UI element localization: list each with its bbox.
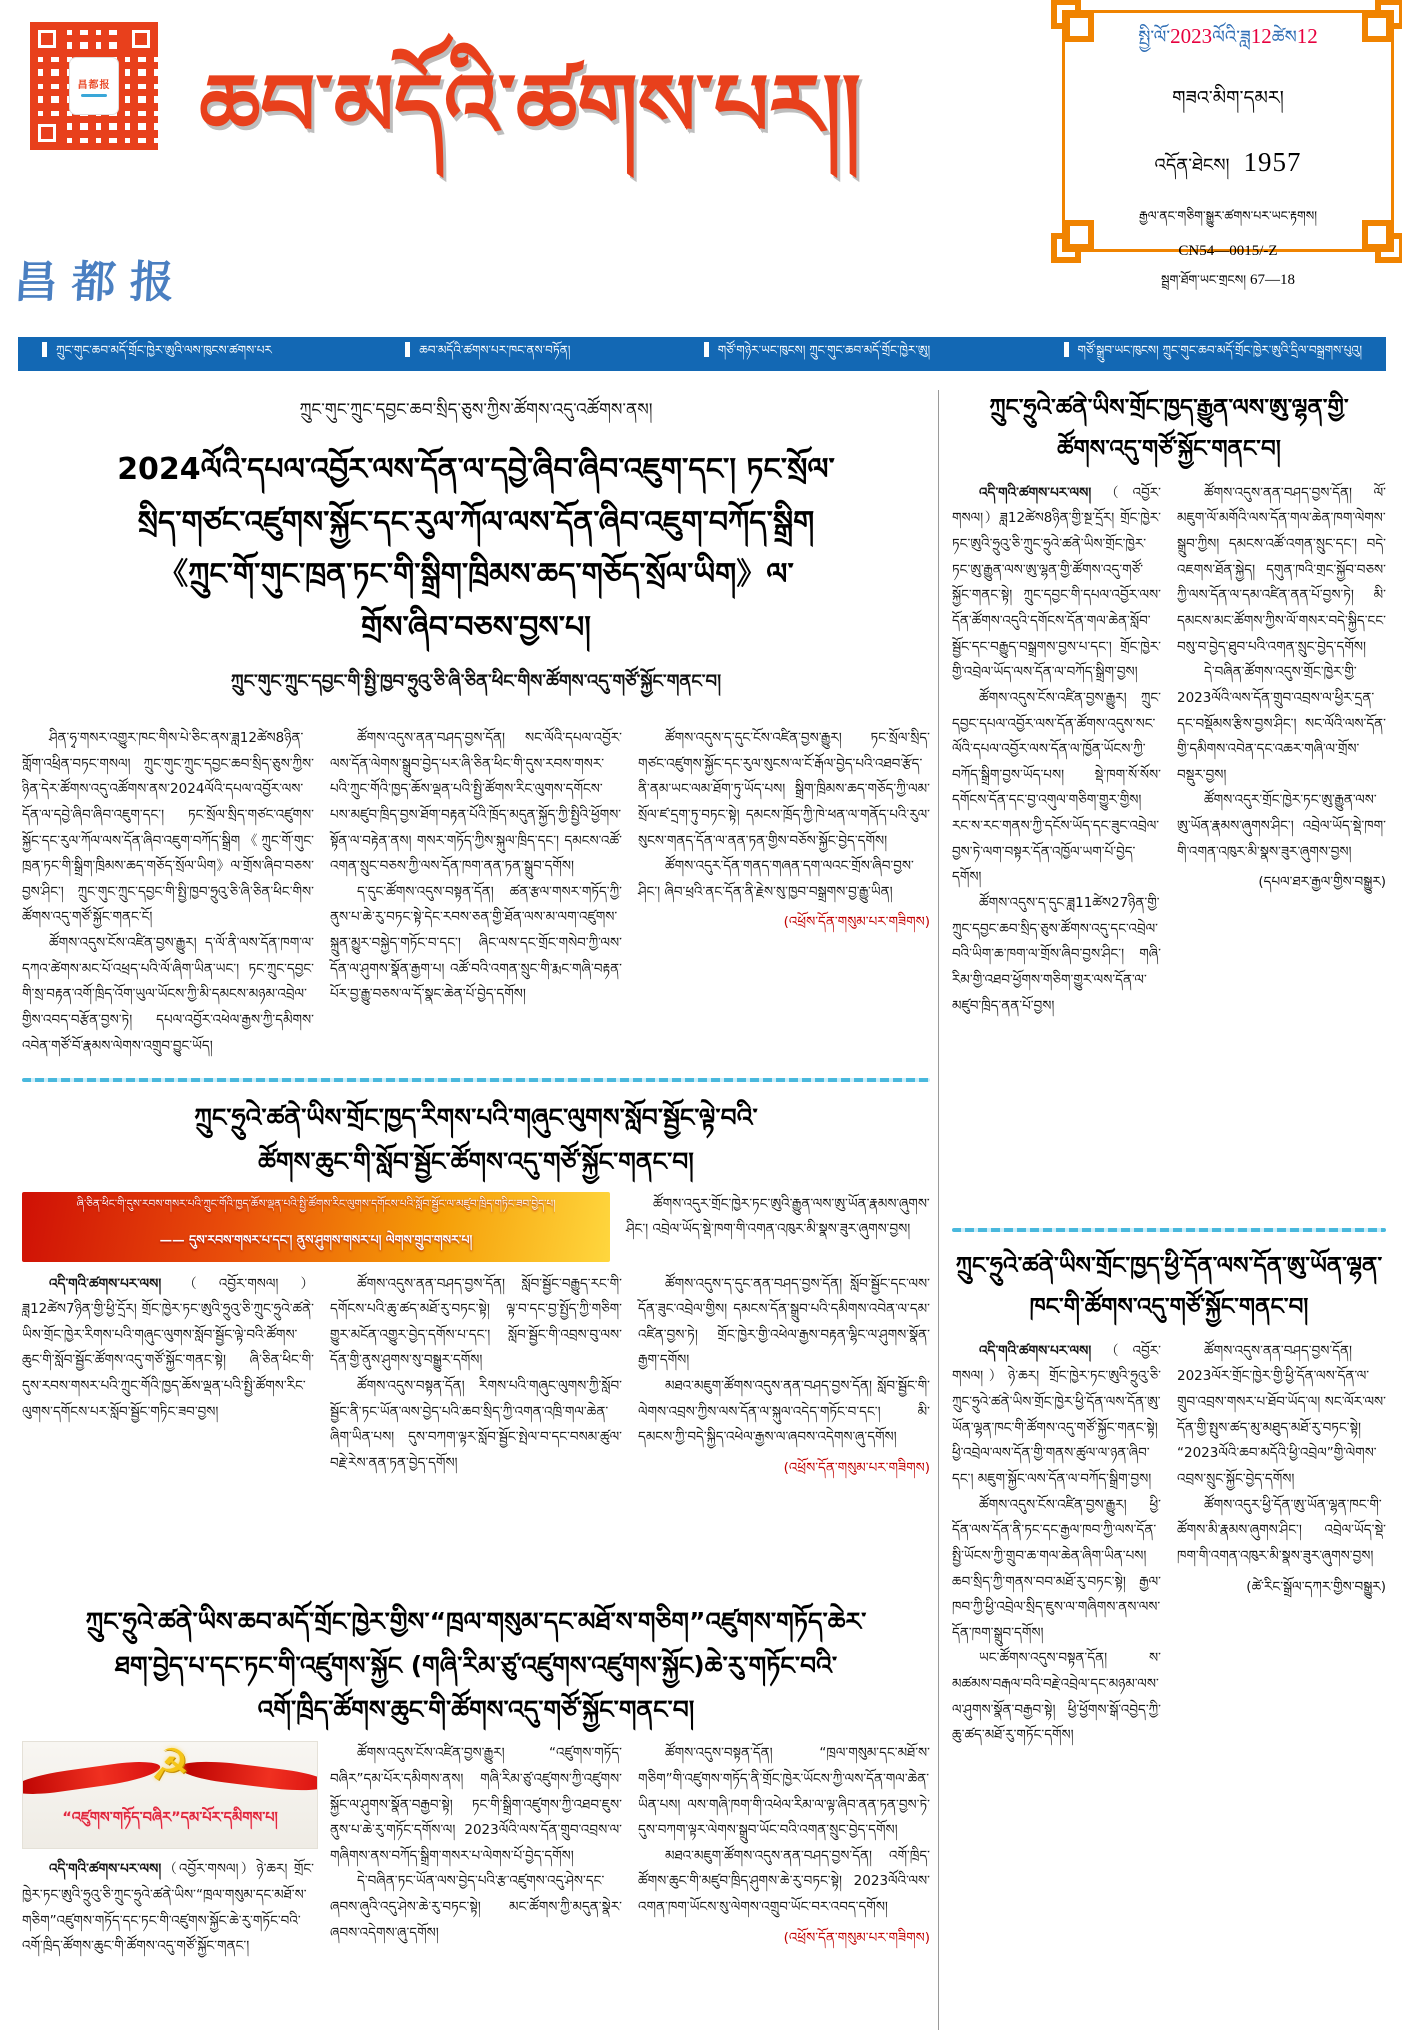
red-ribbon-icon — [22, 1758, 162, 1799]
imprint-bar-item: གཙོ་གཉེར་ཡང་ཁུངས། ཀྲུང་གུང་ཆབ་མདོ་གྲོང་ཁྱེར་ཨུ། — [704, 337, 931, 371]
headline-line: 《ཀྲུང་གོ་གུང་ཁྲན་ཏང་གི་སྒྲིག་ཁྲིམས་ཆད་གཅོད་སྲོལ་ཡིག》ལ་ — [158, 557, 794, 592]
paragraph: ཚོགས་འདུར་གྲོང་ཁྱེར་ཏང་ཨུའི་རྒྱུན་ལས་ཨུ་ཡོན་རྣམས་ཞུགས་ཤིང་། འབྲེལ་ཡོད་སྡེ་ཁག་གི་འགན་འཁུར་མི་སྣས་ཟུར་ཞུགས་བྱས། — [626, 1195, 930, 1238]
paragraph: འདི་གའི་ཚགས་པར་ལས།（འབྱོར་གསལ།）ཟླ12ཚེས7ཉིན་གྱི་ཕྱི་དྲོར། གྲོང་ཁྱེར་ཏང་ཨུའི་ཧྲུའུ་ཅི་ཀྲུང་ཧྲུའེ་ཚནེ་ཡིས་གྲོང་ཁྱེར་རིགས་པའི་གཞུང་ལུགས་སློབ་སྦྱོང་ལྟེ་བའི་ཚོགས་ཆུང་གི་སློབ་སྦྱོང་ཚོགས་འདུ་གཙོ་སྐྱོང་གནང་སྟེ། ཞི་ཅིན་ཕིང་གི་དུས་རབས་གསར་པའི་ཀྲུང་གོའི་ཁྱད་ཆོས་ལྡན་པའི་སྤྱི་ཚོགས་རིང་ལུགས་དགོངས་པར་སློབ་སྦྱོང་གཏིང་ཟབ་བྱས། — [22, 1275, 314, 1420]
body-column-3 — [638, 726, 930, 1059]
gregorian-date: སྤྱི་ལོ་2023ལོའི་ཟླ12ཚེས12 — [1138, 23, 1318, 48]
wavy-divider — [22, 1078, 930, 1082]
column-divider — [938, 390, 939, 2030]
banner-slogan-subline: —— དུས་རབས་གསར་པ་དང་། ནུས་ཤུགས་གསར་པ། ལེགས་གྲུབ་གསར་པ། — [159, 1231, 473, 1247]
body-column-3 — [638, 1272, 930, 1491]
postal-number: སྦྲག་ཐོག་ཡང་གྲངས། 67—18 — [1161, 271, 1295, 288]
knot-corner-icon — [1051, 0, 1093, 41]
tibetan-calendar-date — [1140, 0, 1316, 12]
article-headline — [952, 1246, 1386, 1329]
study-banner-image — [22, 1192, 610, 1262]
paragraph: ཚོགས་འདུས་བསྟན་དོན། རིགས་པའི་གཞུང་ལུགས་ཀྱི་སློབ་སྦྱོང་ནི་ཏང་ཡོན་ལས་བྱེད་པའི་ཆབ་སྲིད་ཀྱི་འགན་འཁྲི་གལ་ཆེན་ཞིག་ཡིན་པས། དུས་བཀག་ལྟར་སློབ་སྦྱོང་སྤེལ་བ་དང་བསམ་ཚུལ་བརྗེ་རེས་ནན་ཏན་བྱེད་དགོས། — [330, 1378, 622, 1471]
paragraph: ཚོགས་འདུས་ངོས་འཛིན་བྱས་རྒྱུར། ཕྱི་དོན་ལས་དོན་ནི་ཏང་དང་རྒྱལ་ཁབ་ཀྱི་ལས་དོན་སྤྱི་ཡོངས་ཀྱི་གྲུབ་ཆ་གལ་ཆེན་ཞིག་ཡིན་པས། ཆབ་སྲིད་ཀྱི་གནས་བབ་མཐོ་རུ་བཏང་སྟེ། རྒྱལ་ཁབ་ཀྱི་ཕྱི་འབྲེལ་སྲིད་ཇུས་ལ་གཞིགས་ནས་ལས་དོན་ཁག་སྒྲུབ་དགོས། — [952, 1496, 1161, 1641]
headline-line: ཀྲུང་ཧྲུའེ་ཚནེ་ཡིས་ཆབ་མདོ་གྲོང་ཁྱེར་གྱིས་“ཁྲལ་གསུམ་དང་མཐོ་ས་གཅིག”འཛུགས་གཏོད་ཆེར་ — [85, 1607, 867, 1636]
paragraph: ཚོགས་འདུས་ནན་བཤད་བྱས་དོན། སློབ་སྦྱོང་བརྒྱུད་རང་གི་དགོངས་པའི་ཆུ་ཚད་མཐོ་རུ་བཏང་སྟེ། ལྟ་བ་དང་བྱ་སྤྱོད་ཀྱི་གཅིག་གྱུར་མངོན་འགྱུར་བྱེད་དགོས་པ་དང་། སློབ་སྦྱོང་གི་འབྲས་བུ་ལས་དོན་གྱི་ནུས་ཤུགས་སུ་བསྒྱུར་དགོས། — [330, 1275, 622, 1369]
party-banner-image — [22, 1741, 318, 1849]
paragraph: ཚོགས་འདུས་ནན་བཤད་བྱས་དོན། ལོ་མཇུག་ལོ་མགོའི་ལས་དོན་གལ་ཆེན་ཁག་ལེགས་སྒྲུབ་ཀྱིས། དམངས་འཚོ་འགན་སྲུང་དང་། བདེ་འཇགས་ཐོན་སྐྱེད། དགུན་ཁའི་གྲང་སྐྱོབ་བཅས་ཀྱི་ལས་དོན་ལ་དམ་འཛིན་ནན་པོ་བྱས་ཏེ། མི་དམངས་མང་ཚོགས་ཀྱིས་ལོ་གསར་བདེ་སྐྱིད་ངང་བསུ་བ་བྱེད་ཐུབ་པའི་འགན་སྲུང་བྱེད་དགོས། — [1177, 484, 1386, 655]
paragraph: མཐའ་མཇུག་ཚོགས་འདུས་ནན་བཤད་བྱས་དོན། འགོ་ཁྲིད་ཚོགས་ཆུང་གི་མཛུབ་ཁྲིད་ཤུགས་ཆེ་རུ་བཏང་སྟེ། 2023ལོའི་ལས་འགན་ཁག་ཡོངས་སུ་ལེགས་འགྲུབ་ཡོང་བར་འབད་དགོས། — [638, 1847, 930, 1916]
translator-byline: (དཔལ་ཐར་རྒྱལ་གྱིས་བསྒྱུར) — [1258, 874, 1386, 891]
imprint-bar — [18, 337, 1386, 371]
body-column-2 — [330, 726, 622, 1059]
publication-info-box — [1062, 10, 1394, 288]
article-kicker: ཀྲུང་གུང་ཀྲུང་དབྱང་ཆབ་སྲིད་ཅུས་ཀྱིས་ཚོགས་འདུ་འཚོགས་ནས། — [299, 400, 653, 420]
article-banner-row — [22, 1192, 930, 1262]
hammer-sickle-icon: ☭ — [150, 1741, 190, 1792]
article-body — [952, 481, 1386, 1019]
paragraph: ཚོགས་འདུས་ད་དུང་ངོས་འཛིན་བྱས་རྒྱུར། ཏང་སྲོལ་སྲིད་གཙང་འཛུགས་སྐྱོང་དང་རུལ་སུངས་ལ་ངོ་རྒོལ་བྱེད་པའི་འཐབ་རྩོད་ནི་ནམ་ཡང་ལམ་ཐོག་ཏུ་ཡོད་པས། སྒྲིག་ཁྲིམས་ཆད་གཅོད་ཀྱི་ལམ་སྲོལ་ཛ་དྲག་ཏུ་བཏང་སྟེ། དམངས་ཁྲོད་ཀྱི་ཁེ་ཕན་ལ་གནོད་པའི་རུལ་སུངས་གནད་དོན་ལ་ནན་ཏན་གྱིས་བཅོས་སྐྱོང་བྱེད་དགོས། — [638, 730, 930, 849]
continued-note: (འཕྲོས་དོན་གསུམ་པར་གཟིགས) — [783, 1459, 930, 1476]
paragraph: འདི་གའི་ཚགས་པར་ལས།（འབྱོར་གསལ།）ཉེ་ཆར། གྲོང་ཁྱེར་ཏང་ཨུའི་ཧྲུའུ་ཅི་ཀྲུང་ཧྲུའེ་ཚནེ་ཡིས་གྲོང་ཁྱེར་ཕྱི་དོན་ལས་དོན་ཨུ་ཡོན་ལྷན་ཁང་གི་ཚོགས་འདུ་གཙོ་སྐྱོང་གནང་སྟེ། ཕྱི་འབྲེལ་ལས་དོན་གྱི་གནས་ཚུལ་ལ་ཉན་ཞིབ་དང་། མཇུག་སྐྱོང་ལས་དོན་ལ་བཀོད་སྒྲིག་བྱས། — [952, 1342, 1161, 1487]
body-column-1 — [22, 726, 314, 1059]
paragraph: ཚོགས་འདུར་དོན་གནད་གཞན་དག་ལའང་གྲོས་ཞིབ་བྱས་ཤིང་། ཞིབ་ཕྲའི་ནང་དོན་ནི་རྗེས་སུ་ཁྱབ་བསྒྲགས་བྱ་རྒྱུ་ཡིན། — [638, 858, 914, 900]
continued-note: (འཕྲོས་དོན་གསུམ་པར་གཟིགས) — [783, 1929, 930, 1946]
wavy-divider — [952, 1228, 1386, 1232]
article-politburo-meeting — [22, 388, 930, 1072]
body-column-1 — [22, 1741, 314, 1960]
paragraph: ཚོགས་འདུས་བསྟན་དོན། “ཁྲལ་གསུམ་དང་མཐོ་ས་གཅིག”གི་འཛུགས་གཏོད་ནི་གྲོང་ཁྱེར་ཡོངས་ཀྱི་ལས་དོན་གལ་ཆེན་ཡིན་པས། ལས་གཞི་ཁག་གི་འཕེལ་རིམ་ལ་ལྟ་ཞིབ་ནན་ཏན་བྱས་ཏེ་དུས་བཀག་ལྟར་ལེགས་སྒྲུབ་ཡོང་བའི་འགན་སྲུང་བྱེད་དགོས། — [638, 1745, 930, 1839]
headline-line: ཁང་གི་ཚོགས་འདུ་གཙོ་སྐྱོང་གནང་བ། — [1029, 1294, 1309, 1321]
qr-finder-icon — [30, 22, 64, 56]
paragraph: ཚོགས་འདུས་ནན་བཤད་བྱས་དོན། སང་ལོའི་དཔལ་འབྱོར་ལས་དོན་ལེགས་སྒྲུབ་བྱེད་པར་ཞི་ཅིན་ཕིང་གི་དུས་རབས་གསར་པའི་ཀྲུང་གོའི་ཁྱད་ཆོས་ལྡན་པའི་སྤྱི་ཚོགས་རིང་ལུགས་དགོངས་པས་མཛུབ་ཁྲིད་བྱས་ཐོག་བརྟན་པོའི་ཁྲོད་མདུན་སྐྱོད་ཀྱི་སྤྱིའི་ཕྱོགས་སྟོན་ལ་བརྟེན་ནས། གསར་གཏོད་ཀྱིས་སྐུལ་ཁྲིད་དང་། དམངས་འཚོ་འགན་སྲུང་བཅས་ཀྱི་ལས་དོན་ཁག་ནན་ཏན་སྒྲུབ་དགོས། — [330, 730, 622, 875]
body-column-2 — [330, 1272, 622, 1491]
qr-finder-icon — [124, 22, 158, 56]
headline-line: 2024ལོའི་དཔལ་འབྱོར་ལས་དོན་ལ་དབྱེ་ཞིབ་ཞིབ་འཇུག་དང་། ཏང་སྲོལ་ — [117, 452, 835, 487]
article-body — [22, 1272, 930, 1491]
chinese-title: 昌都报 — [12, 258, 190, 307]
banner-side-column — [626, 1192, 930, 1243]
body-column-1 — [22, 1272, 314, 1491]
imprint-bar-item: ཆབ་མདོའི་ཚགས་པར་ཁང་ནས་བཏོན། — [405, 337, 570, 371]
paragraph: ཚོགས་འདུས་ངོས་འཛིན་བྱས་རྒྱུར། “འཛུགས་གཏོད་བཞིར”དམ་པོར་དམིགས་ནས། གཞི་རིམ་ཙུ་འཛུགས་ཀྱི་འཛུགས་སྐྱོང་ལ་ཤུགས་སྣོན་བརྒྱབ་སྟེ། ཏང་གི་སྒྲིག་འཛུགས་ཀྱི་འཐབ་ཇུས་ནུས་པ་ཆེ་རུ་གཏོང་དགོས་ལ། 2023ལོའི་ལས་དོན་གྲུབ་འབྲས་ལ་གཞིགས་ནས་བཀོད་སྒྲིག་གསར་པ་ལེགས་པོ་བྱེད་དགོས། — [330, 1745, 622, 1864]
article-headline — [22, 1096, 930, 1184]
qr-center-logo — [69, 57, 119, 115]
knot-corner-icon — [1051, 221, 1093, 263]
left-column-zone — [22, 388, 930, 2036]
banner-slogan-line: ཞི་ཅིན་ཕིང་གི་དུས་རབས་གསར་པའི་ཀྲུང་གོའི་ཁྱད་ཆོས་ལྡན་པའི་སྤྱི་ཚོགས་རིང་ལུགས་དགོངས་པའི་སློབ་སྦྱོང་ལ་མཛུབ་ཁྲིད་གཏིང་ཟབ་བྱེད་པ། — [76, 1197, 556, 1210]
headline-line: ཚོགས་འདུ་གཙོ་སྐྱོང་གནང་བ། — [1057, 436, 1281, 463]
article-headline — [22, 444, 930, 654]
paragraph-list — [638, 1741, 930, 1920]
article-headline — [952, 388, 1386, 471]
paragraph-list — [638, 726, 930, 905]
article-headline — [22, 1600, 930, 1731]
body-column-2 — [1177, 481, 1386, 1019]
body-column-2 — [330, 1741, 622, 1960]
headline-line: ཀྲུང་ཧྲུའེ་ཚནེ་ཡིས་གྲོང་ཁྱད་ཕྱི་དོན་ལས་དོན་ཨུ་ཡོན་ལྷན་ — [955, 1253, 1383, 1279]
article-standing-committee-meeting — [952, 388, 1386, 1222]
paragraph: ཤིན་ཧྭ་གསར་འགྱུར་ཁང་གིས་པེ་ཅིང་ནས་ཟླ12ཚེས8ཉིན་གློག་འཕྲིན་བཏང་གསལ། ཀྲུང་གུང་ཀྲུང་དབྱང་ཆབ་སྲིད་ཅུས་ཀྱིས་ཉིན་དེར་ཚོགས་འདུ་འཚོགས་ནས་2024ལོའི་དཔལ་འབྱོར་ལས་དོན་ལ་དབྱེ་ཞིབ་ཞིབ་འཇུག་དང་། ཏང་སྲོལ་སྲིད་གཙང་འཛུགས་སྐྱོང་དང་རུལ་ཀོལ་ལས་དོན་ཞིབ་འཇུག་བཀོད་སྒྲིག《ཀྲུང་གོ་གུང་ཁྲན་ཏང་གི་སྒྲིག་ཁྲིམས་ཆད་གཅོད་སྲོལ་ཡིག》ལ་གྲོས་ཞིབ་བཅས་བྱས་ཤིང་། ཀྲུང་གུང་ཀྲུང་དབྱང་གི་སྤྱི་ཁྱབ་ཧྲུའུ་ཅི་ཞི་ཅིན་ཕིང་གིས་ཚོགས་འདུ་གཙོ་སྐྱོང་གནང་ངོ། — [22, 730, 314, 926]
paragraph-list — [638, 1272, 930, 1451]
paragraph-list — [1177, 1339, 1386, 1570]
headline-line: ཀྲུང་ཧྲུའེ་ཚནེ་ཡིས་གྲོང་ཁྱད་རྒྱུན་ལས་ཨུ་ལྷན་གྱི་ — [989, 395, 1349, 421]
paragraph: འདི་གའི་ཚགས་པར་ལས།（འབྱོར་གསལ།）ཉེ་ཆར། གྲོང་ཁྱེར་ཏང་ཨུའི་ཧྲུའུ་ཅི་ཀྲུང་ཧྲུའེ་ཚནེ་ཡིས་“ཁྲལ་གསུམ་དང་མཐོ་ས་གཅིག”འཛུགས་གཏོད་དང་ཏང་གི་འཛུགས་སྐྱོང་ཆེ་རུ་གཏོང་བའི་འགོ་ཁྲིད་ཚོགས་ཆུང་གི་ཚོགས་འདུ་གཙོ་སྐྱོང་གནང་། — [22, 1861, 314, 1955]
paragraph: དེ་བཞིན་ཏང་ཡོན་ལས་བྱེད་པའི་རྩ་འཛུགས་འདུ་ཤེས་དང་ཞབས་ཞུའི་འདུ་ཤེས་ཆེ་རུ་བཏང་སྟེ། མང་ཚོགས་ཀྱི་མདུན་སྣེར་ཞབས་འདེགས་ཞུ་དགོས། — [330, 1873, 622, 1941]
article-body — [22, 726, 930, 1059]
translator-byline: (ཚེ་རིང་སྒྲོལ་དཀར་གྱིས་བསྒྱུར) — [1246, 1578, 1386, 1595]
knot-corner-icon — [1363, 221, 1402, 263]
imprint-bar-item: ཀྲུང་གུང་ཆབ་མདོ་གྲོང་ཁྱེར་ཨུའི་ལས་ཁུངས་ཚགས་པར — [42, 337, 272, 371]
headline-line: སྲིད་གཙང་འཛུགས་སྐྱོང་དང་རུལ་ཀོལ་ལས་དོན་ཞིབ་འཇུག་བཀོད་སྒྲིག — [137, 504, 815, 540]
issue-number: འདོན་ཐེངས། 1957 — [1154, 146, 1302, 177]
paragraph: ཚོགས་འདུས་ངོས་འཛིན་བྱས་རྒྱུར། ཀྲུང་དབྱང་དཔལ་འབྱོར་ལས་དོན་ཚོགས་འདུས་སང་ལོའི་དཔལ་འབྱོར་ལས་དོན་ལ་ཁྱོན་ཡོངས་ཀྱི་བཀོད་སྒྲིག་བྱས་ཡོད་པས། སྡེ་ཁག་སོ་སོས་དགོངས་དོན་དང་བྱ་འགུལ་གཅིག་གྱུར་གྱིས། རང་ས་རང་གནས་ཀྱི་དངོས་ཡོད་དང་ཟུང་འབྲེལ་བྱས་ཏེ་ལག་བསྟར་དོན་འཁྱོལ་ཡག་པོ་བྱེད་དགོས། — [952, 689, 1161, 886]
continued-note: (འཕྲོས་དོན་གསུམ་པར་གཟིགས) — [783, 914, 930, 931]
headline-line: ཐག་བྱེད་པ་དང་ཏང་གི་འཛུགས་སྐྱོང (གཞི་རིམ་ཙུ་འཛུགས་འཛུགས་སྐྱོང)ཆེ་རུ་གཏོང་བའི་ — [114, 1650, 838, 1680]
body-column-1 — [952, 481, 1161, 1019]
article-leading-group-meeting — [22, 1600, 930, 2036]
paragraph: ཚོགས་འདུར་ཕྱི་དོན་ཨུ་ཡོན་ལྷན་ཁང་གི་ཚོགས་མི་རྣམས་ཞུགས་ཤིང་། འབྲེལ་ཡོད་སྡེ་ཁག་གི་འགན་འཁུར་མི་སྣས་ཟུར་ཞུགས་བྱས། — [1177, 1496, 1386, 1564]
paragraph-list — [1177, 481, 1386, 866]
headline-line: ཀྲུང་ཧྲུའེ་ཚནེ་ཡིས་གྲོང་ཁྱད་རིགས་པའི་གཞུང་ལུགས་སློབ་སྦྱོང་ལྟེ་བའི་ — [194, 1103, 758, 1132]
registration-number: CN54—0015/-Z — [1178, 242, 1278, 259]
imprint-bar-item: གཙོ་སྒྲུབ་ཡང་ཁུངས། ཀྲུང་གུང་ཆབ་མདོ་གྲོང་ཁྱེར་ཨུའི་དྲིལ་བསྒྲགས་པུའུ། — [1064, 337, 1362, 371]
body-column-2 — [1177, 1339, 1386, 1749]
registration-label: རྒྱལ་ནང་གཅིག་སྒྱུར་ཚགས་པར་ཡང་རྟགས། — [1138, 207, 1318, 223]
paragraph-list — [22, 1857, 314, 1960]
red-ribbon-icon — [178, 1757, 318, 1795]
paragraph: མཐའ་མཇུག་ཚོགས་འདུས་ནན་བཤད་བྱས་དོན། སློབ་སྦྱོང་གི་ལེགས་འབྲས་ཀྱིས་ལས་དོན་ལ་སྐུལ་འདེད་གཏོང་བ་དང་། མི་དམངས་ཀྱི་བདེ་སྐྱིད་འཕེལ་རྒྱས་ལ་ཞབས་འདེགས་ཞུ་དགོས། — [638, 1378, 930, 1446]
masthead-tibetan-title: ཆབ་མདོའི་ཚགས་པར།། — [199, 56, 861, 156]
banner-caption: “འཛུགས་གཏོད་བཞིར”དམ་པོར་དམིགས་པ། — [62, 1810, 278, 1827]
paragraph: ཚོགས་འདུས་ནན་བཤད་བྱས་དོན། 2023ལོར་གྲོང་ཁྱེར་གྱི་ཕྱི་དོན་ལས་དོན་ལ་གྲུབ་འབྲས་གསར་པ་ཐོབ་ཡོད་ལ། སང་ལོར་ལས་དོན་གྱི་སྤུས་ཚད་མུ་མཐུད་མཐོ་རུ་བཏང་སྟེ། “2023ལོའི་ཆབ་མདོའི་ཕྱི་འབྲེལ”གྱི་ལེགས་འབྲས་སྲུང་སྐྱོང་བྱེད་དགོས། — [1177, 1342, 1386, 1487]
qr-code — [28, 20, 160, 152]
paragraph: ཚོགས་འདུས་ངོས་འཛིན་བྱས་རྒྱུར། ད་ལོ་ནི་ལས་དོན་ཁག་ལ་དཀའ་ཚེགས་མང་པོ་འཕྲད་པའི་ལོ་ཞིག་ཡིན་ཡང་། ཏང་ཀྲུང་དབྱང་གི་སྲ་བརྟན་འགོ་ཁྲིད་འོག་ཡུལ་ཡོངས་ཀྱི་མི་དམངས་མཉམ་འབྲེལ་གྱིས་འབད་བརྩོན་བྱས་ཏེ། དཔལ་འབྱོར་འཕེལ་རྒྱས་ཀྱི་དམིགས་འབེན་གཙོ་བོ་རྣམས་ལེགས་འགྲུབ་བྱུང་ཡོད། — [22, 935, 314, 1054]
right-column-zone — [952, 388, 1386, 2036]
qr-finder-icon — [30, 116, 64, 150]
article-foreign-affairs-meeting — [952, 1246, 1386, 2036]
paragraph: ཚོགས་འདུས་ད་དུང་ནན་བཤད་བྱས་དོན། སློབ་སྦྱོང་དང་ལས་དོན་ཟུང་འབྲེལ་གྱིས། དམངས་དོན་སྒྲུབ་པའི་དམིགས་འབེན་ལ་དམ་འཛིན་བྱས་ཏེ། གྲོང་ཁྱེར་གྱི་འཕེལ་རྒྱས་བརྟན་ལྷིང་ལ་ཤུགས་སྣོན་རྒྱག་དགོས། — [638, 1275, 930, 1369]
paragraph: ཚོགས་འདུས་ད་དུང་ཟླ11ཚེས27ཉིན་གྱི་ཀྲུང་དབྱང་ཆབ་སྲིད་ཅུས་ཚོགས་འདུ་དང་འབྲེལ་བའི་ཡིག་ཆ་ཁག་ལ་གྲོས་ཞིབ་བྱས་ཤིང་། གཞི་རིམ་གྱི་འཐབ་ཕྱོགས་གཅིག་གྱུར་ལས་དོན་ལ་མཛུབ་ཁྲིད་ནན་པོ་བྱས། — [952, 895, 1161, 1014]
paragraph: འདི་གའི་ཚགས་པར་ལས།（འབྱོར་གསལ།）ཟླ12ཚེས8ཉིན་གྱི་སྔ་དྲོར། གྲོང་ཁྱེར་ཏང་ཨུའི་ཧྲུའུ་ཅི་ཀྲུང་ཧྲུའེ་ཚནེ་ཡིས་གྲོང་ཁྱེར་ཏང་ཨུ་རྒྱུན་ལས་ཨུ་ལྷན་གྱི་ཚོགས་འདུ་གཙོ་སྐྱོང་གནང་སྟེ། ཀྲུང་དབྱང་གི་དཔལ་འབྱོར་ལས་དོན་ཚོགས་འདུའི་དགོངས་དོན་གལ་ཆེན་སློབ་སྦྱོང་དང་བརྒྱུད་བསྒྲགས་བྱས་པ་དང་། གྲོང་ཁྱེར་གྱི་འབྲེལ་ཡོད་ལས་དོན་ལ་བཀོད་སྒྲིག་བྱས། — [952, 484, 1161, 681]
paragraph: ཚོགས་འདུར་གྲོང་ཁྱེར་ཏང་ཨུ་རྒྱུན་ལས་ཨུ་ཡོན་རྣམས་ཞུགས་ཤིང་། འབྲེལ་ཡོད་སྡེ་ཁག་གི་འགན་འཁུར་མི་སྣས་ཟུར་ཞུགས་བྱས། — [1177, 792, 1386, 860]
article-body — [952, 1339, 1386, 1749]
knot-corner-icon — [1363, 0, 1402, 41]
article-body — [22, 1741, 930, 1960]
body-column-3 — [638, 1741, 930, 1960]
qr-center-underline — [81, 94, 107, 97]
article-subhead: ཀྲུང་གུང་ཀྲུང་དབྱང་གི་སྤྱི་ཁྱབ་ཧྲུའུ་ཅི་ཞི་ཅིན་ཕིང་གིས་ཚོགས་འདུ་གཙོ་སྐྱོང་གནང་བ། — [230, 671, 722, 692]
paragraph: དེ་བཞིན་ཚོགས་འདུས་གྲོང་ཁྱེར་གྱི་2023ལོའི་ལས་དོན་གྲུབ་འབྲས་ལ་ཕྱིར་དྲན་དང་བསྡོམས་རྩིས་བྱས་ཤིང་། སང་ལོའི་ལས་དོན་གྱི་དམིགས་འབེན་དང་འཆར་གཞི་ལ་གྲོས་བསྡུར་བྱས། — [1177, 664, 1386, 783]
headline-line: ཚོགས་ཆུང་གི་སློབ་སྦྱོང་ཚོགས་འདུ་གཙོ་སྐྱོང་གནང་བ། — [258, 1146, 694, 1176]
qr-center-label: 昌都报 — [77, 79, 111, 91]
article-theory-study-meeting — [22, 1096, 930, 1592]
headline-line: འགོ་ཁྲིད་ཚོགས་ཆུང་གི་ཚོགས་འདུ་གཙོ་སྐྱོང་གནང་བ། — [257, 1694, 695, 1724]
paragraph: ཡང་ཚོགས་འདུས་བསྟན་དོན། ས་མཚམས་བརྒལ་བའི་བརྗེ་འབྲེལ་དང་མཉམ་ལས་ལ་ཤུགས་སྣོན་བརྒྱབ་སྟེ། ཕྱི་ཕྱོགས་སྒོ་འབྱེད་ཀྱི་ཆུ་ཚད་མཐོ་རུ་གཏོང་དགོས། — [952, 1650, 1161, 1744]
body-column-1 — [952, 1339, 1161, 1749]
paragraph: ད་དུང་ཚོགས་འདུས་བསྟན་དོན། ཚན་རྩལ་གསར་གཏོད་ཀྱི་ནུས་པ་ཆེ་རུ་བཏང་སྟེ་དེང་རབས་ཅན་གྱི་ཐོན་ལས་མ་ལག་འཛུགས་སྐྲུན་མྱུར་བསྐྱེད་གཏོང་བ་དང་། ཞིང་ལས་དང་གྲོང་གསེབ་ཀྱི་ལས་དོན་ལ་ཤུགས་སྣོན་རྒྱག་པ། འཚོ་བའི་འགན་སྲུང་གི་རྨང་གཞི་བརྟན་པོར་བྱ་རྒྱུ་བཅས་ལ་དོ་སྣང་ཆེན་པོ་བྱེད་དགོས། — [330, 883, 622, 1003]
weekday: གཟའ་མིག་དམར། — [1172, 86, 1284, 109]
headline-line: གྲོས་ཞིབ་བཅས་བྱས་པ། — [361, 609, 591, 645]
